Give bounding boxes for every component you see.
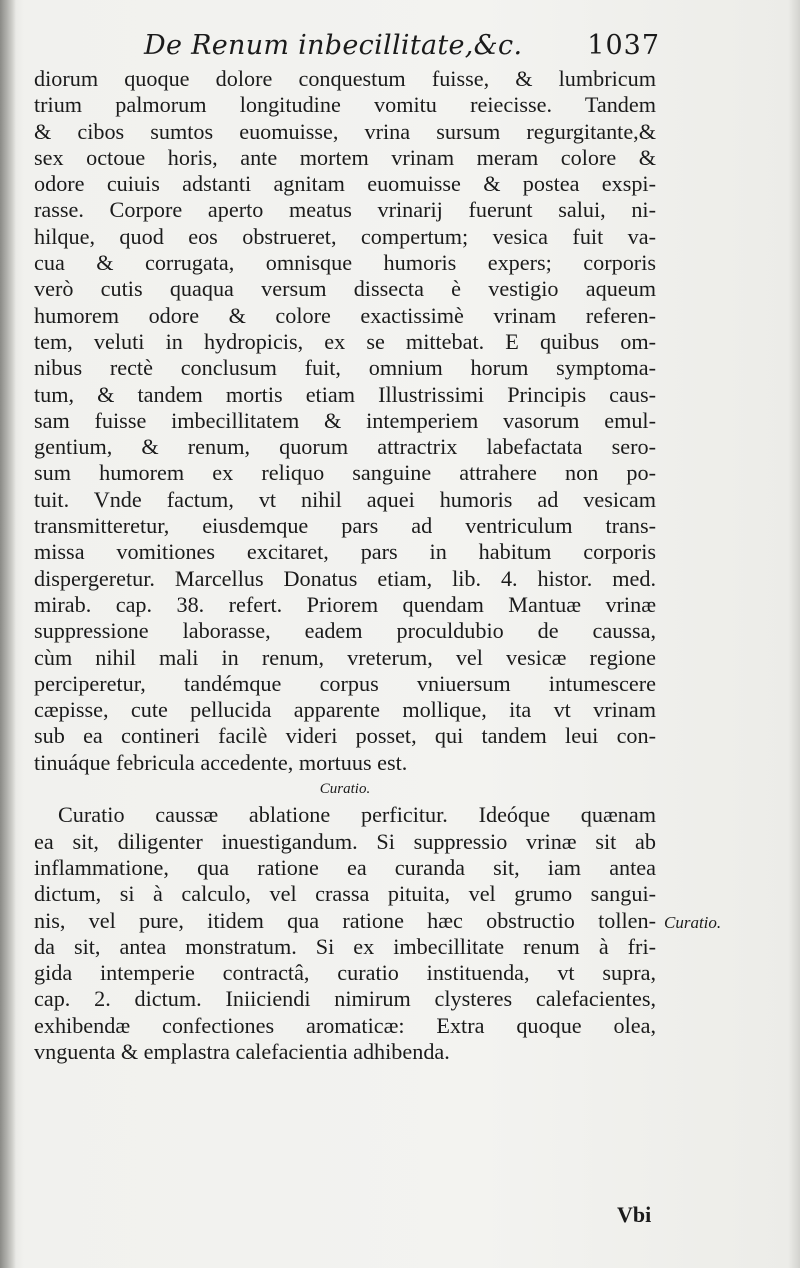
catchword: Vbi — [617, 1202, 652, 1227]
text-line: verò cutis quaqua versum dissecta è vestigio aqueum — [34, 276, 656, 302]
text-line: suppressione laborasse, eadem proculdubio de caussa, — [34, 618, 656, 644]
running-title: De Renum inbecillitate,&c. — [144, 30, 523, 61]
text-line: hilque, quod eos obstrueret, compertum; vesica fuit va- — [34, 223, 656, 249]
text-line: sam fuisse imbecillitatem & intemperiem vasorum emul- — [34, 407, 656, 433]
text-line: perciperetur, tandémque corpus vniuersum intumescere — [34, 670, 656, 696]
text-line: cùm nihil mali in renum, vreterum, vel vesicæ regione — [34, 644, 656, 670]
text-line: odore cuiuis adstanti agnitam euomuisse & postea exspi- — [34, 171, 656, 197]
text-line: transmitteretur, eiusdemque pars ad ventriculum trans- — [34, 513, 656, 539]
text-line: sum humorem ex reliquo sanguine attrahere non po- — [34, 460, 656, 486]
text-line: nis, vel pure, itidem qua ratione hæc obstructio tollen- — [34, 907, 656, 933]
text-line: tum, & tandem mortis etiam Illustrissimi Principis caus- — [34, 381, 656, 407]
text-line: dictum, si à calculo, vel crassa pituita, vel grumo sangui- — [34, 881, 656, 907]
text-line: vnguenta & emplastra calefacientia adhibenda. — [34, 1038, 450, 1064]
text-line: sex octoue horis, ante mortem vrinam meram colore & — [34, 144, 656, 170]
page-header — [60, 30, 660, 70]
text-line: da sit, antea monstratum. Si ex imbecillitate renum à fri- — [34, 933, 656, 959]
text-line: dispergeretur. Marcellus Donatus etiam, lib. 4. histor. med. — [34, 565, 656, 591]
text-line: missa vomitiones excitaret, pars in habitum corporis — [34, 539, 656, 565]
margin-note: Curatio. — [664, 913, 722, 932]
text-line: ea sit, diligenter inuestigandum. Si suppressio vrinæ sit ab — [34, 828, 656, 854]
body-text — [34, 66, 656, 1065]
text-line: tem, veluti in hydropicis, ex se mittebat. E quibus om- — [34, 328, 656, 354]
text-line: rasse. Corpore aperto meatus vrinarij fuerunt salui, ni- — [34, 197, 656, 223]
text-line: sub ea contineri facilè videri posset, qui tandem leui con- — [34, 723, 656, 749]
text-line: tuit. Vnde factum, vt nihil aquei humoris ad vesicam — [34, 486, 656, 512]
text-line: mirab. cap. 38. refert. Priorem quendam Mantuæ vrinæ — [34, 591, 656, 617]
page-edge-shadow — [788, 0, 800, 1268]
text-line: trium palmorum longitudine vomitu reiecisse. Tandem — [34, 92, 656, 118]
text-line: nibus rectè conclusum fuit, omnium horum symptoma- — [34, 355, 656, 381]
text-line: cua & corrugata, omnisque humoris expers; corporis — [34, 250, 656, 276]
text-line: & cibos sumtos euomuisse, vrina sursum regurgitante,& — [34, 118, 656, 144]
text-line: inflammatione, qua ratione ea curanda sit, iam antea — [34, 854, 656, 880]
text-line: cap. 2. dictum. Iniiciendi nimirum clysteres calefacientes, — [34, 986, 656, 1012]
text-line: gida intemperie contractâ, curatio instituenda, vt supra, — [34, 960, 656, 986]
section-heading: Curatio. — [319, 781, 371, 798]
text-line: Curatio caussæ ablatione perficitur. Ideóque quænam — [58, 802, 656, 828]
page-number: 1037 — [587, 30, 660, 61]
text-line: humorem odore & colore exactissimè vrinam referen- — [34, 302, 656, 328]
text-line: tinuáque febricula accedente, mortuus est. — [34, 749, 408, 775]
text-line: exhibendæ confectiones aromaticæ: Extra quoque olea, — [34, 1012, 656, 1038]
text-line: cæpisse, cute pellucida apparente mollique, ita vt vrinam — [34, 697, 656, 723]
text-line: gentium, & renum, quorum attractrix labefactata sero- — [34, 434, 656, 460]
book-spine-shadow — [0, 0, 16, 1268]
text-line: diorum quoque dolore conquestum fuisse, & lumbricum — [34, 66, 656, 91]
